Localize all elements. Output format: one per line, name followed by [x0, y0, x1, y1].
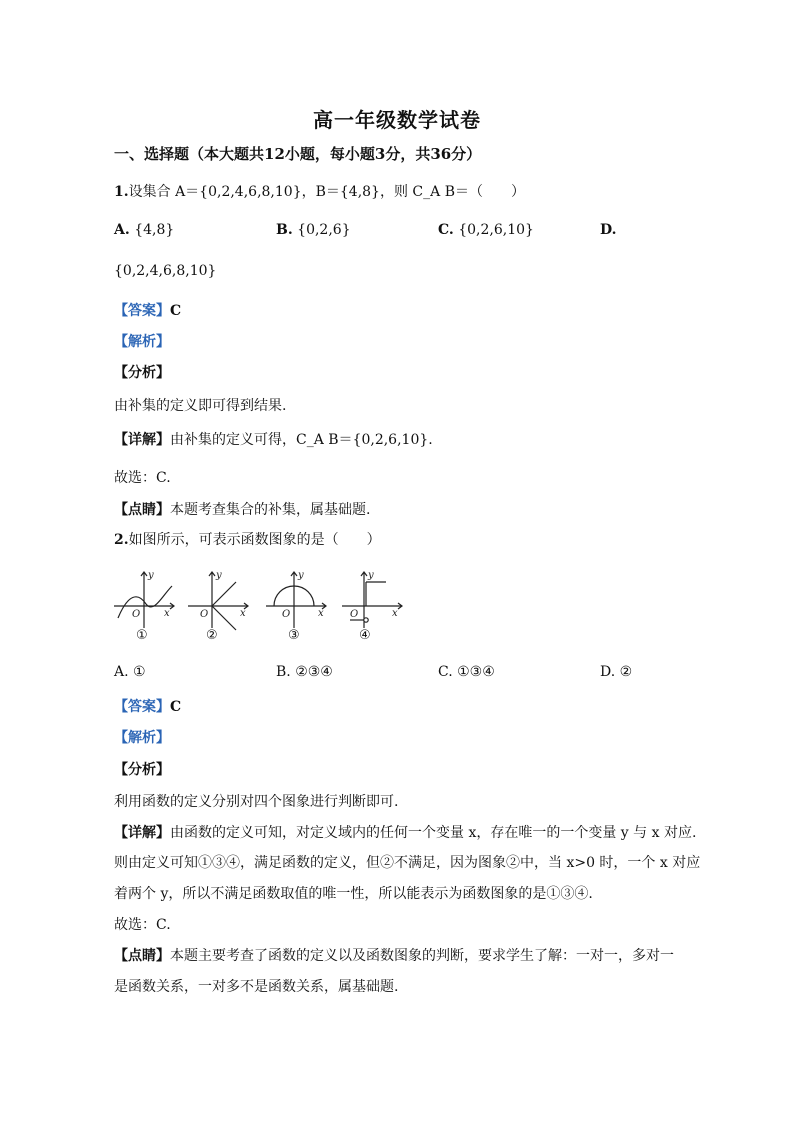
svg-text:O: O — [350, 609, 359, 620]
question-number: 2. — [114, 532, 129, 548]
q1-answer: 【答案】C — [114, 303, 182, 319]
graph-2-label: ② — [206, 628, 218, 643]
function-graphs-figure — [112, 566, 412, 652]
question-1-stem — [114, 181, 525, 201]
graph-3-label: ③ — [288, 628, 300, 643]
q1-option-b: B. {0,2,6} — [276, 222, 351, 238]
graph-3 — [266, 570, 326, 628]
q2-detail-line-1: 【详解】由函数的定义可知，对定义域内的任何一个变量 x，存在唯一的一个变量 y 与 x 对应. — [114, 825, 697, 841]
q1-option-d-label: D. — [600, 222, 617, 238]
q1-option-d-text: {0,2,4,6,8,10} — [114, 263, 217, 279]
q2-detail-line-3: 着两个 y，所以不满足函数取值的唯一性，所以能表示为函数图象的是①③④. — [114, 886, 593, 902]
q2-analysis-tag: 【解析】 — [114, 730, 170, 746]
svg-text:x: x — [392, 608, 398, 619]
svg-text:y: y — [368, 570, 374, 581]
question-number: 1. — [114, 184, 129, 200]
q2-comment-line-1: 【点睛】本题主要考查了函数的定义以及函数图象的判断，要求学生了解：一对一，多对一 — [114, 948, 674, 964]
svg-text:y: y — [298, 570, 304, 581]
q2-option-d: D. ② — [600, 664, 633, 680]
graph-4 — [342, 570, 402, 628]
svg-text:y: y — [148, 570, 154, 581]
q2-option-c: C. ①③④ — [438, 664, 495, 680]
q1-option-a: A. {4,8} — [114, 222, 175, 238]
q1-choose: 故选：C. — [114, 470, 171, 486]
svg-text:y: y — [216, 570, 222, 581]
q1-comment: 【点睛】本题考查集合的补集，属基础题. — [114, 502, 371, 518]
graph-1-label: ① — [136, 628, 148, 643]
q2-answer: 【答案】C — [114, 699, 182, 715]
q2-option-b: B. ②③④ — [276, 664, 333, 680]
q1-fenxi-text: 由补集的定义即可得到结果. — [114, 398, 287, 414]
q2-fenxi-tag: 【分析】 — [114, 762, 170, 778]
graph-2 — [188, 570, 248, 630]
q2-choose: 故选：C. — [114, 917, 171, 933]
graph-4-label: ④ — [359, 628, 371, 643]
q1-option-c: C. {0,2,6,10} — [438, 222, 534, 238]
svg-text:x: x — [164, 608, 170, 619]
question-2-stem — [114, 529, 381, 549]
q1-analysis-tag: 【解析】 — [114, 334, 170, 350]
q2-fenxi-text: 利用函数的定义分别对四个图象进行判断即可. — [114, 794, 399, 810]
question-text: 如图所示，可表示函数图象的是（ ） — [128, 532, 381, 548]
q2-comment-line-2: 是函数关系，一对多不是函数关系，属基础题. — [114, 979, 399, 995]
question-text: 设集合 A＝{0,2,4,6,8,10}，B＝{4,8}，则 C_A B＝（ ） — [128, 184, 525, 200]
q2-detail-line-2: 则由定义可知①③④，满足函数的定义，但②不满足，因为图象②中，当 x>0 时，一个 x 对应 — [114, 855, 701, 871]
q2-option-a: A. ① — [114, 664, 146, 680]
q1-fenxi-tag: 【分析】 — [114, 365, 170, 381]
svg-text:x: x — [240, 608, 246, 619]
section-heading: 一、选择题（本大题共12小题，每小题3分，共36分） — [114, 145, 482, 163]
svg-text:O: O — [200, 609, 209, 620]
page-title: 高一年级数学试卷 — [313, 108, 481, 132]
svg-text:O: O — [132, 609, 141, 620]
graph-1 — [114, 570, 174, 628]
q1-detail: 【详解】由补集的定义可得，C_A B＝{0,2,6,10}. — [114, 432, 433, 448]
svg-text:O: O — [282, 609, 291, 620]
svg-text:x: x — [318, 608, 324, 619]
